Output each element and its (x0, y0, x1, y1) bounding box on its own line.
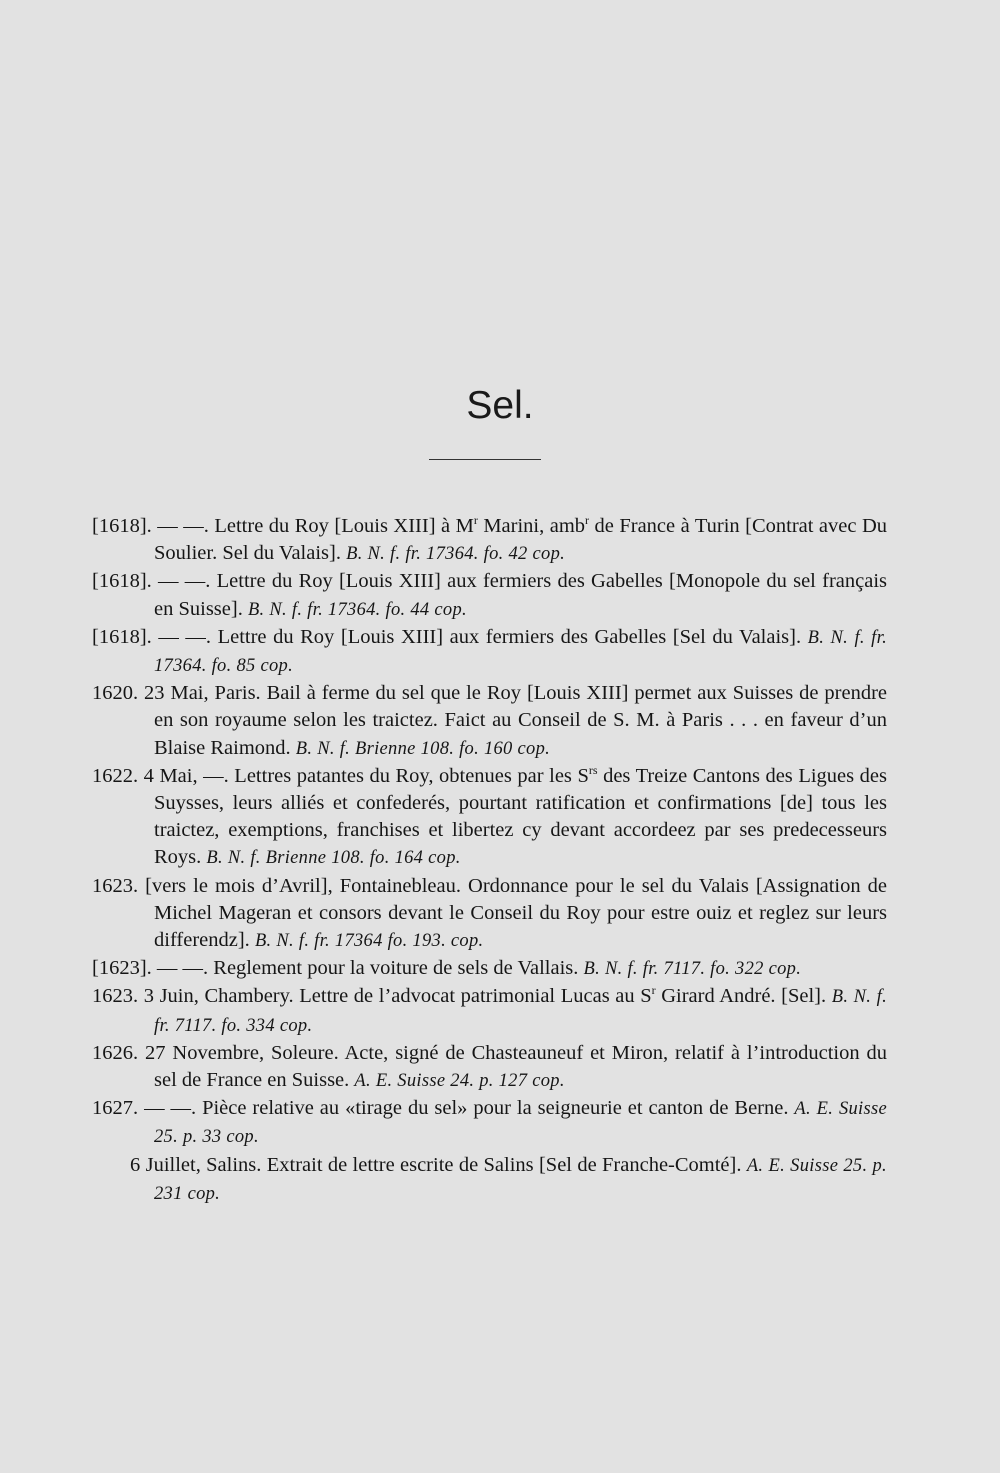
entry-date: [1618]. (92, 570, 152, 593)
entry-text: 27 Novembre, Soleure. Acte, signé de Chasteauneuf et Miron, relatif à l’introduction du sel de France en Suisse. (138, 1041, 887, 1092)
title-rule (429, 459, 541, 460)
entry-reference: A. E. Suisse 24. p. 127 cop. (354, 1071, 565, 1092)
entry-reference: B. N. f. Brienne 108. fo. 164 cop. (206, 848, 461, 869)
entry-superscript: r (651, 983, 656, 998)
entries-list (92, 513, 887, 1208)
entry-date: 1627. (92, 1097, 139, 1120)
entry (92, 1095, 887, 1151)
entry-text: des Treize Cantons des Ligues des Suysses, leurs alliés et confederés, pourtant ratification et confirmations [de] tous les traictez, exemptions, franchises et libertez cy devant accordeez par ses predecesseurs Roys. (154, 764, 887, 869)
entry-reference: B. N. f. Brienne 108. fo. 160 cop. (295, 738, 551, 759)
entry-reference: B. N. f. fr. 17364. fo. 42 cop. (346, 544, 566, 565)
entry-date: [1618]. (92, 625, 152, 648)
entry-reference: B. N. f. fr. 7117. fo. 322 cop. (583, 959, 802, 980)
entry-date: 1622. (92, 764, 139, 787)
entry-text: — —. Pièce relative au «tirage du sel» pour la seigneurie et canton de Berne. (138, 1097, 795, 1120)
entry-text: Marini, amb (477, 515, 586, 537)
entry-date: 1623. (92, 985, 139, 1008)
entry-superscript: rs (588, 762, 598, 777)
entry-date: 6 (130, 1153, 141, 1176)
entry (92, 1152, 887, 1208)
entry-superscript: r (585, 513, 590, 527)
entry-text: — —. Lettre du Roy [Louis XIII] aux fermiers des Gabelles [Sel du Valais]. (151, 625, 808, 648)
entry (92, 1040, 887, 1095)
entry-text: — —. Lettre du Roy [Louis XIII] aux fermiers des Gabelles [Monopole du sel français en Suisse]. (151, 570, 887, 620)
entry-text: de France à Turin [Contrat avec Du Soulier. Sel du Valais]. (154, 515, 888, 565)
entry-date: 1626. (92, 1041, 139, 1064)
entry-text: — —. Lettre du Roy [Louis XIII] à M (151, 515, 474, 537)
entry-date: 1620. (92, 682, 139, 705)
entry-text: Girard André. [Sel]. (655, 985, 832, 1008)
entry-reference: A. E. Suisse 25. p. 33 cop. (154, 1099, 887, 1148)
entry-text: 23 Mai, Paris. Bail à ferme du sel que le Roy [Louis XIII] permet aux Suisses de prendre en son royaume selon les traictez. Faict au Conseil de S. M. à Paris . . . en faveur d’un Blaise Raimond. (138, 682, 887, 759)
section-title: Sel. (466, 384, 534, 427)
entry-text: 4 Mai, —. Lettres patantes du Roy, obtenues par les S (138, 764, 589, 787)
entry-text: Juillet, Salins. Extrait de lettre escrite de Salins [Sel de Franche-Comté]. (140, 1153, 747, 1176)
entry (92, 568, 887, 623)
entry-text: — —. Reglement pour la voiture de sels de Vallais. (151, 957, 584, 980)
entry-reference: B. N. f. fr. 17364 fo. 193. cop. (254, 931, 484, 952)
entry-superscript: r (473, 513, 478, 527)
entry-text: [vers le mois d’Avril], Fontainebleau. Ordonnance pour le sel du Valais [Assignation de Michel Mageran et consors devant le Conseil du Roy pour estre ouiz et reglez sur leurs differendz]. (138, 874, 887, 952)
entry-text: 3 Juin, Chambery. Lettre de l’advocat patrimonial Lucas au S (138, 985, 652, 1008)
entry-date: 1623. (92, 874, 139, 897)
entry (92, 624, 887, 680)
entry-date: [1623]. (92, 957, 152, 980)
entry (92, 955, 887, 983)
entry (92, 680, 887, 763)
entry-reference: B. N. f. fr. 7117. fo. 334 cop. (154, 987, 887, 1036)
entry-reference: B. N. f. fr. 17364. fo. 44 cop. (247, 599, 467, 620)
entry-reference: A. E. Suisse 25. p. 231 cop. (154, 1155, 887, 1204)
entry-date: [1618]. (92, 515, 152, 537)
entry (92, 873, 887, 956)
entry (92, 513, 887, 568)
entry-reference: B. N. f. fr. 17364. fo. 85 cop. (154, 627, 887, 677)
entry (92, 983, 887, 1039)
entry (92, 763, 887, 873)
